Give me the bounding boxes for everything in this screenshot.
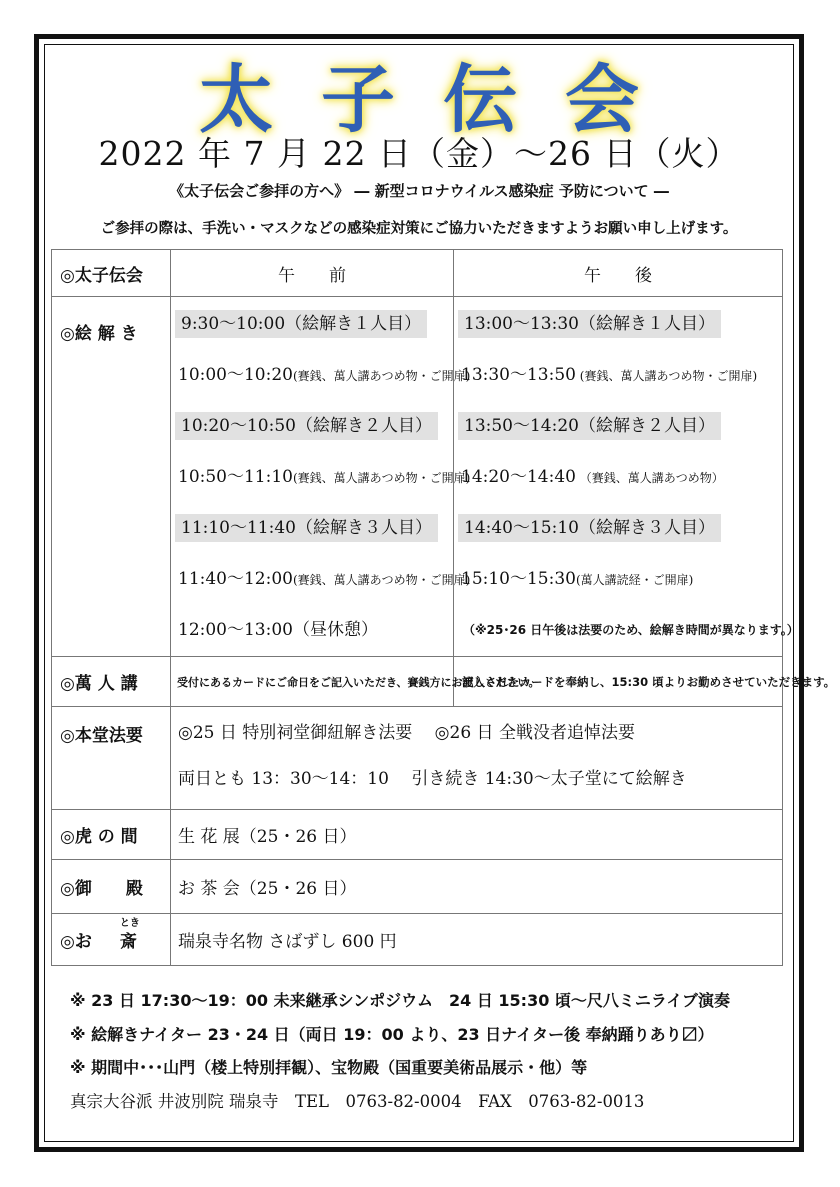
page-title: 太子伝会 [199,57,687,143]
am-slot: 10:50～11:10(賽銭、萬人講あつめ物・ご開扉) [178,467,471,487]
goten-text: お 茶 会（25・26 日） [171,860,783,914]
footer-line-3: ※ 期間中･･･山門（楼上特別拝観）、宝物殿（国重要美術品展示・他）等 [70,1058,588,1077]
schedule-table [51,249,836,966]
hondo-label: ◎本堂法要 [52,707,171,810]
pm-note: （※25･26 日午後は法要のため、絵解き時間が異なります。） [463,623,799,637]
table-header-row [52,250,783,297]
etoki-row [52,297,783,657]
manninko-am: 受付にあるカードにご命日をご記入いただき、賽銭方にお渡しください。 [171,657,454,707]
manninko-label: ◎萬 人 講 [52,657,171,707]
tora-row [52,810,783,860]
am-slot: 10:20～10:50（絵解き２人目） [171,401,453,452]
tora-text: 生 花 展（25・26 日） [171,810,783,860]
pm-slot: 13:50～14:20（絵解き２人目） [454,401,782,452]
otoki-ruby: とき [119,918,140,929]
hondo-text [171,707,783,810]
header-label: ◎太子伝会 [52,250,171,297]
hondo-line1: ◎25 日 特別祠堂御紐解き法要 ◎26 日 全戦没者追悼法要 [178,723,635,743]
goten-row [52,860,783,914]
am-slots [171,297,471,657]
header-am: 午 前 [171,250,454,297]
event-date: 2022 年 7 月 22 日（金）～26 日（火） [98,134,740,173]
notice-heading: 《太子伝会ご参拝の方へ》 ― 新型コロナウイルス感染症 予防について ― [169,182,669,200]
tora-label: ◎虎 の 間 [52,810,171,860]
footer-line-2: ※ 絵解きナイター 23・24 日（両日 19：00 より、23 日ナイター後 奉納踊りあり〼） [70,1025,714,1044]
am-slot: 11:10～11:40（絵解き３人目） [171,503,453,554]
pm-slot: 13:30～13:50 (賽銭、萬人講あつめ物・ご開扉) [461,365,758,385]
am-slot: 9:30～10:00（絵解き１人目） [171,299,453,350]
am-slot: 10:00～10:20(賽銭、萬人講あつめ物・ご開扉) [178,365,471,385]
am-slot: 11:40～12:00(賽銭、萬人講あつめ物・ご開扉) [178,569,471,589]
goten-label: ◎御 殿 [52,860,171,914]
manninko-row [52,657,783,707]
header-pm: 午 後 [454,250,783,297]
etoki-label: ◎絵 解 き [52,297,171,657]
pm-slot: 14:20～14:40 （賽銭、萬人講あつめ物） [461,467,724,487]
pm-slot: 14:40～15:10（絵解き３人目） [454,503,782,554]
otoki-label: ◎お とき 斎 [52,914,171,966]
am-slot: 12:00～13:00（昼休憩） [178,620,378,640]
pm-slot: 13:00～13:30（絵解き１人目） [454,299,782,350]
otoki-text: 瑞泉寺名物 さばずし 600 円 [171,914,783,966]
hondo-line2: 両日とも 13：30～14：10 引き続き 14:30～太子堂にて絵解き [178,769,687,789]
request-text: ご参拝の際は、手洗い・マスクなどの感染症対策にご協力いただきますようお願い申し上げます。 [100,221,738,237]
otoki-row [52,914,783,966]
pm-slots [454,297,799,657]
pm-slot: 15:10～15:30(萬人講読経・ご開扉) [461,569,694,589]
footer-line-1: ※ 23 日 17:30～19：00 未来継承シンポジウム 24 日 15:30 頃～尺八ミニライブ演奏 [70,991,730,1010]
hondo-row [52,707,783,810]
footer-contact: 真宗大谷派 井波別院 瑞泉寺 TEL 0763-82-0004 FAX 0763-82-0013 [70,1092,645,1111]
manninko-pm: 記入されたカードを奉納し、15:30 頃よりお勤めさせていただきます。 [454,657,783,707]
